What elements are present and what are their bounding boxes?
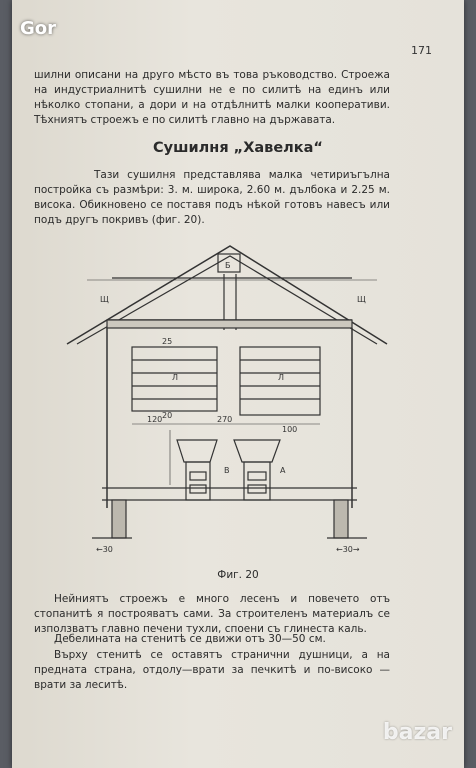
watermark-bazar: bazar xyxy=(382,720,452,745)
label-dim-25: 25 xyxy=(162,337,173,346)
paragraph-vents: Върху стенитѣ се оставятъ странични душници, а на предната страна, отдолу—врати за печкитѣ и по-високо — врати за леситѣ. xyxy=(34,649,390,691)
stove-left xyxy=(186,462,210,500)
figure-caption: Фиг. 20 xyxy=(217,569,259,581)
section-heading: Сушилня „Хавелка“ xyxy=(153,140,323,156)
foundation-left xyxy=(112,500,126,538)
label-l-left: Л xyxy=(172,373,179,382)
label-l-right: Л xyxy=(278,373,285,382)
label-dim-bottom-left: ←30 xyxy=(96,545,113,554)
ceiling-beam xyxy=(107,320,352,328)
page-number: 171 xyxy=(411,44,432,57)
label-sh-left: Щ xyxy=(100,295,109,304)
label-a: А xyxy=(280,466,286,475)
paragraph-intro: шилни описани на друго мѣсто въ това ръководство. Строежа на индустриалнитѣ сушилни не е по силитѣ на единъ или нѣколко стопани, а дори и на отдѣлнитѣ малки кооперативи. Тѣхниятъ строежъ е по силитѣ главно на държавата. xyxy=(34,69,390,126)
watermark-gor: Gor xyxy=(20,18,57,39)
paragraph-description: Тази сушилня представлява малка четириъгълна постройка съ размѣри: 3. м. широка, 2.60 м. дълбока и 2.25 м. висока. Обикновено се поставя подъ нѣкой готовъ навесъ или подъ другъ покривъ (фиг. 20). xyxy=(34,169,390,226)
figure-drawing xyxy=(52,240,412,560)
stove-hood-left xyxy=(177,440,217,462)
label-dim-20: 20 xyxy=(162,411,173,420)
label-sh-right: Щ xyxy=(357,295,366,304)
label-v: В xyxy=(224,466,230,475)
scanned-page xyxy=(12,0,464,768)
foundation-right xyxy=(334,500,348,538)
label-dim-270: 270 xyxy=(217,415,233,424)
figure-drying-house xyxy=(52,240,412,560)
label-dim-bottom-right: ←30→ xyxy=(336,545,360,554)
label-b: Б xyxy=(225,261,231,270)
stove-hood-right xyxy=(234,440,280,462)
paragraph-wall-thickness: Дебелината на стенитѣ се движи отъ 30—50 см. xyxy=(54,633,326,645)
paragraph-construction: Нейниятъ строежъ е много лесенъ и повечето отъ стопанитѣ я построяватъ сами. За строителенъ материалъ се използватъ главно печени тухли, споени съ глинеста каль. xyxy=(34,593,390,635)
label-dim-100: 100 xyxy=(282,425,298,434)
stove-right xyxy=(244,462,270,500)
label-dim-120: 120 xyxy=(147,415,163,424)
